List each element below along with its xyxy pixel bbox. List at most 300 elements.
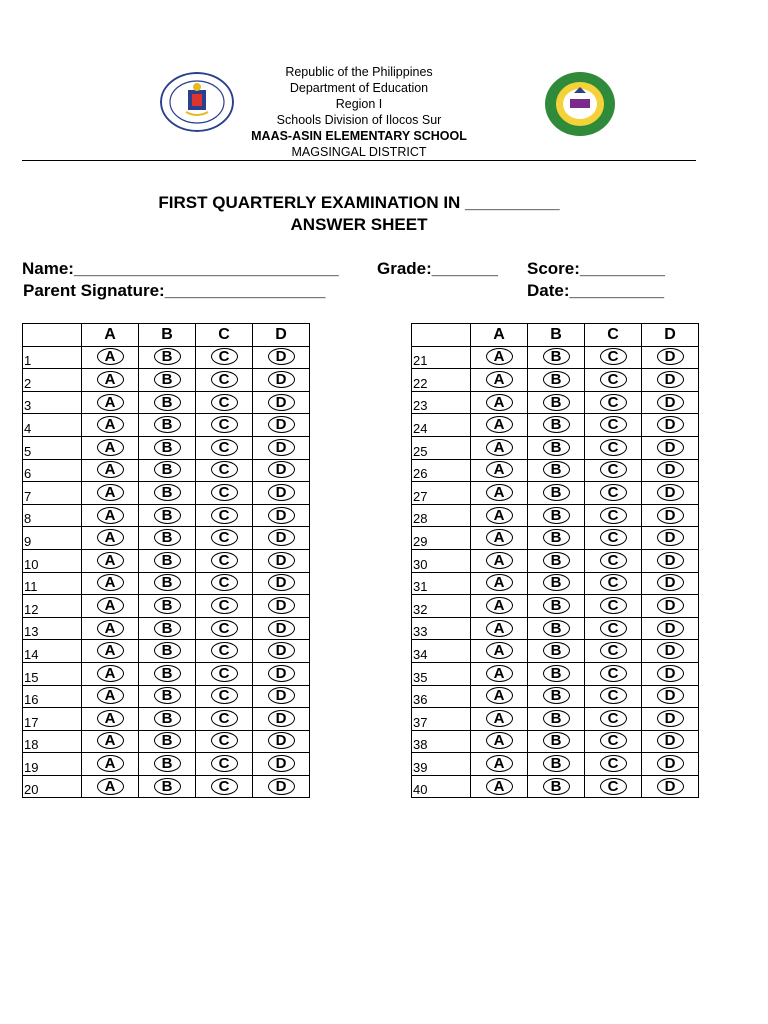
answer-bubble-b[interactable]: B <box>154 755 181 772</box>
option-cell <box>196 617 253 640</box>
parent-signature-field[interactable]: Parent Signature:_________________ <box>23 281 326 300</box>
item-number: 11 <box>23 572 82 595</box>
answer-bubble-a[interactable]: A <box>97 710 124 727</box>
item-number: 38 <box>412 730 471 753</box>
answer-bubble-c[interactable]: C <box>600 665 627 682</box>
option-cell <box>82 459 139 482</box>
answer-bubble-c[interactable]: C <box>211 348 238 365</box>
option-cell <box>642 617 699 640</box>
answer-bubble-c[interactable]: C <box>211 529 238 546</box>
answer-bubble-b[interactable]: B <box>154 642 181 659</box>
answer-bubble-c[interactable]: C <box>600 574 627 591</box>
answer-bubble-b[interactable]: B <box>543 732 570 749</box>
answer-bubble-c[interactable]: C <box>211 642 238 659</box>
option-cell <box>471 775 528 798</box>
item-number: 35 <box>412 662 471 685</box>
option-cell <box>471 436 528 459</box>
answer-bubble-c[interactable]: C <box>600 394 627 411</box>
table-header-row <box>412 324 699 347</box>
answer-bubble-b[interactable]: B <box>543 778 570 795</box>
answer-bubble-c[interactable]: C <box>600 642 627 659</box>
answer-bubble-d[interactable]: D <box>657 461 684 478</box>
table-row <box>412 346 699 369</box>
table-row <box>412 685 699 708</box>
answer-bubble-a[interactable]: A <box>486 484 513 501</box>
option-cell <box>139 549 196 572</box>
answer-bubble-a[interactable]: A <box>97 687 124 704</box>
answer-bubble-b[interactable]: B <box>543 394 570 411</box>
answer-bubble-d[interactable]: D <box>268 461 295 478</box>
option-cell <box>585 730 642 753</box>
option-cell <box>196 730 253 753</box>
option-cell <box>253 617 310 640</box>
answer-bubble-d[interactable]: D <box>268 778 295 795</box>
answer-bubble-c[interactable]: C <box>211 620 238 637</box>
option-cell <box>642 482 699 505</box>
option-cell <box>585 617 642 640</box>
school-name: MAAS-ASIN ELEMENTARY SCHOOL <box>251 129 467 143</box>
option-cell <box>528 482 585 505</box>
option-cell <box>642 527 699 550</box>
answer-bubble-b[interactable]: B <box>154 552 181 569</box>
answer-bubble-a[interactable]: A <box>97 348 124 365</box>
table-row <box>23 391 310 414</box>
option-cell <box>253 708 310 731</box>
answer-bubble-d[interactable]: D <box>657 416 684 433</box>
answer-bubble-c[interactable]: C <box>211 597 238 614</box>
item-number: 29 <box>412 527 471 550</box>
column-header-a: A <box>82 324 139 347</box>
answer-bubble-b[interactable]: B <box>154 529 181 546</box>
answer-bubble-b[interactable]: B <box>154 507 181 524</box>
answer-bubble-b[interactable]: B <box>154 597 181 614</box>
option-cell <box>139 708 196 731</box>
answer-bubble-c[interactable]: C <box>600 529 627 546</box>
answer-bubble-b[interactable]: B <box>154 416 181 433</box>
answer-bubble-c[interactable]: C <box>211 732 238 749</box>
answer-bubble-a[interactable]: A <box>486 507 513 524</box>
header-line-republic: Republic of the Philippines <box>285 65 433 79</box>
answer-bubble-a[interactable]: A <box>486 552 513 569</box>
answer-bubble-a[interactable]: A <box>486 371 513 388</box>
answer-table-right <box>411 323 699 798</box>
answer-bubble-b[interactable]: B <box>543 416 570 433</box>
item-number-header <box>23 324 82 347</box>
option-cell <box>471 504 528 527</box>
answer-bubble-a[interactable]: A <box>97 642 124 659</box>
answer-bubble-b[interactable]: B <box>154 461 181 478</box>
answer-bubble-b[interactable]: B <box>543 461 570 478</box>
answer-bubble-c[interactable]: C <box>211 507 238 524</box>
answer-bubble-b[interactable]: B <box>154 665 181 682</box>
option-cell <box>196 595 253 618</box>
answer-bubble-d[interactable]: D <box>657 597 684 614</box>
answer-bubble-b[interactable]: B <box>154 439 181 456</box>
option-cell <box>471 414 528 437</box>
answer-bubble-c[interactable]: C <box>600 732 627 749</box>
answer-bubble-c[interactable]: C <box>600 710 627 727</box>
option-cell <box>528 640 585 663</box>
answer-bubble-a[interactable]: A <box>486 461 513 478</box>
answer-bubble-a[interactable]: A <box>486 732 513 749</box>
answer-bubble-d[interactable]: D <box>657 687 684 704</box>
option-cell <box>139 527 196 550</box>
answer-bubble-a[interactable]: A <box>97 620 124 637</box>
answer-bubble-c[interactable]: C <box>211 439 238 456</box>
answer-bubble-d[interactable]: D <box>268 574 295 591</box>
answer-bubble-c[interactable]: C <box>211 484 238 501</box>
answer-bubble-b[interactable]: B <box>543 371 570 388</box>
answer-bubble-c[interactable]: C <box>600 507 627 524</box>
answer-bubble-c[interactable]: C <box>600 620 627 637</box>
option-cell <box>528 617 585 640</box>
column-header-c: C <box>196 324 253 347</box>
table-row <box>23 549 310 572</box>
answer-bubble-c[interactable]: C <box>211 755 238 772</box>
option-cell <box>585 346 642 369</box>
option-cell <box>139 414 196 437</box>
header-line-region: Region I <box>335 97 383 111</box>
district-name: MAGSINGAL DISTRICT <box>291 145 427 159</box>
option-cell <box>82 640 139 663</box>
answer-bubble-d[interactable]: D <box>268 416 295 433</box>
option-cell <box>528 459 585 482</box>
answer-bubble-a[interactable]: A <box>486 710 513 727</box>
answer-bubble-a[interactable]: A <box>486 642 513 659</box>
item-number: 22 <box>412 369 471 392</box>
option-cell <box>471 482 528 505</box>
header-line-department: Department of Education <box>289 81 429 95</box>
answer-bubble-b[interactable]: B <box>543 507 570 524</box>
answer-bubble-c[interactable]: C <box>600 371 627 388</box>
answer-bubble-b[interactable]: B <box>543 574 570 591</box>
option-cell <box>82 482 139 505</box>
table-row <box>412 662 699 685</box>
option-cell <box>585 414 642 437</box>
answer-bubble-b[interactable]: B <box>154 778 181 795</box>
answer-bubble-a[interactable]: A <box>97 529 124 546</box>
answer-bubble-b[interactable]: B <box>543 552 570 569</box>
answer-bubble-d[interactable]: D <box>268 507 295 524</box>
option-cell <box>471 391 528 414</box>
table-row <box>412 482 699 505</box>
grade-field[interactable]: Grade:_______ <box>377 259 498 278</box>
option-cell <box>528 662 585 685</box>
name-field[interactable]: Name:____________________________ <box>22 259 339 278</box>
answer-bubble-c[interactable]: C <box>600 348 627 365</box>
option-cell <box>642 685 699 708</box>
table-row <box>23 753 310 776</box>
answer-bubble-c[interactable]: C <box>211 416 238 433</box>
answer-bubble-c[interactable]: C <box>211 687 238 704</box>
option-cell <box>585 640 642 663</box>
answer-bubble-a[interactable]: A <box>97 507 124 524</box>
answer-bubble-a[interactable]: A <box>97 439 124 456</box>
option-cell <box>253 685 310 708</box>
option-cell <box>528 346 585 369</box>
column-header-d: D <box>253 324 310 347</box>
answer-bubble-b[interactable]: B <box>154 687 181 704</box>
answer-bubble-a[interactable]: A <box>97 755 124 772</box>
date-field[interactable]: Date:__________ <box>527 281 665 300</box>
option-cell <box>528 753 585 776</box>
option-cell <box>585 775 642 798</box>
answer-bubble-c[interactable]: C <box>600 778 627 795</box>
answer-bubble-b[interactable]: B <box>543 642 570 659</box>
answer-bubble-a[interactable]: A <box>486 687 513 704</box>
option-cell <box>471 549 528 572</box>
table-row <box>412 504 699 527</box>
answer-bubble-c[interactable]: C <box>211 778 238 795</box>
option-cell <box>471 369 528 392</box>
option-cell <box>253 640 310 663</box>
answer-bubble-b[interactable]: B <box>543 348 570 365</box>
option-cell <box>196 414 253 437</box>
answer-bubble-b[interactable]: B <box>154 484 181 501</box>
answer-bubble-a[interactable]: A <box>486 416 513 433</box>
option-cell <box>471 595 528 618</box>
answer-bubble-b[interactable]: B <box>154 371 181 388</box>
option-cell <box>642 753 699 776</box>
answer-bubble-a[interactable]: A <box>486 529 513 546</box>
option-cell <box>642 640 699 663</box>
option-cell <box>585 482 642 505</box>
answer-bubble-d[interactable]: D <box>268 665 295 682</box>
answer-bubble-d[interactable]: D <box>268 484 295 501</box>
answer-bubble-b[interactable]: B <box>154 574 181 591</box>
answer-bubble-b[interactable]: B <box>543 755 570 772</box>
answer-bubble-d[interactable]: D <box>268 732 295 749</box>
answer-bubble-b[interactable]: B <box>543 439 570 456</box>
option-cell <box>139 436 196 459</box>
answer-bubble-b[interactable]: B <box>154 620 181 637</box>
answer-bubble-d[interactable]: D <box>657 732 684 749</box>
option-cell <box>471 708 528 731</box>
answer-bubble-d[interactable]: D <box>657 507 684 524</box>
option-cell <box>528 572 585 595</box>
answer-bubble-a[interactable]: A <box>97 597 124 614</box>
answer-sheet-title: ANSWER SHEET <box>290 215 428 234</box>
table-row <box>412 708 699 731</box>
answer-bubble-a[interactable]: A <box>97 552 124 569</box>
answer-bubble-a[interactable]: A <box>97 574 124 591</box>
answer-bubble-a[interactable]: A <box>97 394 124 411</box>
table-row <box>412 617 699 640</box>
answer-bubble-d[interactable]: D <box>657 484 684 501</box>
answer-bubble-d[interactable]: D <box>268 552 295 569</box>
item-number: 37 <box>412 708 471 731</box>
answer-bubble-d[interactable]: D <box>268 439 295 456</box>
answer-bubble-b[interactable]: B <box>154 732 181 749</box>
answer-bubble-b[interactable]: B <box>543 597 570 614</box>
answer-bubble-c[interactable]: C <box>211 574 238 591</box>
answer-bubble-c[interactable]: C <box>600 552 627 569</box>
answer-bubble-d[interactable]: D <box>268 348 295 365</box>
option-cell <box>528 708 585 731</box>
option-cell <box>642 346 699 369</box>
option-cell <box>528 775 585 798</box>
answer-bubble-c[interactable]: C <box>600 484 627 501</box>
answer-bubble-d[interactable]: D <box>657 755 684 772</box>
answer-bubble-d[interactable]: D <box>268 687 295 704</box>
score-field[interactable]: Score:_________ <box>527 259 666 278</box>
option-cell <box>471 662 528 685</box>
answer-bubble-c[interactable]: C <box>211 394 238 411</box>
item-number: 12 <box>23 595 82 618</box>
answer-bubble-b[interactable]: B <box>543 620 570 637</box>
exam-title: FIRST QUARTERLY EXAMINATION IN __________ <box>158 193 560 212</box>
option-cell <box>471 753 528 776</box>
option-cell <box>196 572 253 595</box>
table-row <box>412 527 699 550</box>
answer-bubble-c[interactable]: C <box>600 461 627 478</box>
item-number: 40 <box>412 775 471 798</box>
answer-bubble-b[interactable]: B <box>154 394 181 411</box>
option-cell <box>471 527 528 550</box>
answer-bubble-c[interactable]: C <box>211 710 238 727</box>
option-cell <box>196 753 253 776</box>
option-cell <box>139 730 196 753</box>
option-cell <box>471 730 528 753</box>
option-cell <box>196 662 253 685</box>
answer-bubble-c[interactable]: C <box>211 552 238 569</box>
answer-bubble-b[interactable]: B <box>154 710 181 727</box>
option-cell <box>139 459 196 482</box>
answer-bubble-b[interactable]: B <box>543 665 570 682</box>
option-cell <box>585 436 642 459</box>
answer-bubble-a[interactable]: A <box>97 461 124 478</box>
answer-bubble-b[interactable]: B <box>154 348 181 365</box>
item-number: 24 <box>412 414 471 437</box>
answer-bubble-a[interactable]: A <box>97 665 124 682</box>
answer-bubble-c[interactable]: C <box>211 371 238 388</box>
answer-bubble-d[interactable]: D <box>657 552 684 569</box>
item-number: 7 <box>23 482 82 505</box>
answer-bubble-b[interactable]: B <box>543 484 570 501</box>
option-cell <box>82 414 139 437</box>
answer-bubble-d[interactable]: D <box>268 710 295 727</box>
option-cell <box>585 572 642 595</box>
item-number: 33 <box>412 617 471 640</box>
answer-bubble-c[interactable]: C <box>600 755 627 772</box>
answer-bubble-d[interactable]: D <box>657 642 684 659</box>
option-cell <box>82 391 139 414</box>
table-row <box>23 662 310 685</box>
option-cell <box>139 369 196 392</box>
option-cell <box>642 595 699 618</box>
option-cell <box>528 504 585 527</box>
option-cell <box>82 595 139 618</box>
table-row <box>23 527 310 550</box>
item-number: 34 <box>412 640 471 663</box>
option-cell <box>253 459 310 482</box>
answer-bubble-d[interactable]: D <box>268 394 295 411</box>
answer-bubble-a[interactable]: A <box>486 439 513 456</box>
answer-bubble-d[interactable]: D <box>268 755 295 772</box>
answer-bubble-b[interactable]: B <box>543 529 570 546</box>
option-cell <box>82 617 139 640</box>
item-number: 5 <box>23 436 82 459</box>
answer-bubble-a[interactable]: A <box>97 778 124 795</box>
answer-bubble-c[interactable]: C <box>211 665 238 682</box>
item-number: 1 <box>23 346 82 369</box>
answer-bubble-a[interactable]: A <box>486 574 513 591</box>
answer-bubble-b[interactable]: B <box>543 710 570 727</box>
column-header-c: C <box>585 324 642 347</box>
column-header-b: B <box>528 324 585 347</box>
table-row <box>412 549 699 572</box>
option-cell <box>139 662 196 685</box>
answer-bubble-d[interactable]: D <box>268 620 295 637</box>
option-cell <box>196 391 253 414</box>
option-cell <box>82 436 139 459</box>
item-number: 9 <box>23 527 82 550</box>
item-number: 32 <box>412 595 471 618</box>
answer-bubble-d[interactable]: D <box>657 348 684 365</box>
option-cell <box>82 346 139 369</box>
answer-bubble-d[interactable]: D <box>657 778 684 795</box>
option-cell <box>642 391 699 414</box>
answer-bubble-a[interactable]: A <box>97 416 124 433</box>
answer-bubble-c[interactable]: C <box>600 416 627 433</box>
answer-bubble-d[interactable]: D <box>657 710 684 727</box>
answer-bubble-d[interactable]: D <box>268 642 295 659</box>
table-row <box>412 753 699 776</box>
item-number: 36 <box>412 685 471 708</box>
answer-bubble-c[interactable]: C <box>600 687 627 704</box>
answer-bubble-a[interactable]: A <box>486 620 513 637</box>
answer-bubble-a[interactable]: A <box>486 597 513 614</box>
answer-bubble-d[interactable]: D <box>657 529 684 546</box>
item-number-header <box>412 324 471 347</box>
item-number: 19 <box>23 753 82 776</box>
answer-bubble-a[interactable]: A <box>486 755 513 772</box>
answer-bubble-a[interactable]: A <box>97 732 124 749</box>
answer-bubble-a[interactable]: A <box>486 665 513 682</box>
option-cell <box>196 775 253 798</box>
option-cell <box>642 775 699 798</box>
answer-bubble-c[interactable]: C <box>600 439 627 456</box>
option-cell <box>139 482 196 505</box>
item-number: 23 <box>412 391 471 414</box>
answer-bubble-a[interactable]: A <box>486 394 513 411</box>
answer-bubble-d[interactable]: D <box>657 371 684 388</box>
answer-bubble-a[interactable]: A <box>97 484 124 501</box>
answer-bubble-c[interactable]: C <box>211 461 238 478</box>
answer-bubble-a[interactable]: A <box>486 348 513 365</box>
answer-bubble-a[interactable]: A <box>486 778 513 795</box>
table-row <box>412 414 699 437</box>
option-cell <box>82 708 139 731</box>
answer-bubble-d[interactable]: D <box>268 529 295 546</box>
table-row <box>23 436 310 459</box>
answer-bubble-c[interactable]: C <box>600 597 627 614</box>
item-number: 30 <box>412 549 471 572</box>
answer-bubble-d[interactable]: D <box>268 371 295 388</box>
answer-bubble-d[interactable]: D <box>657 620 684 637</box>
option-cell <box>196 549 253 572</box>
table-row <box>412 369 699 392</box>
answer-bubble-d[interactable]: D <box>268 597 295 614</box>
answer-bubble-d[interactable]: D <box>657 439 684 456</box>
option-cell <box>642 572 699 595</box>
answer-bubble-d[interactable]: D <box>657 665 684 682</box>
item-number: 26 <box>412 459 471 482</box>
answer-bubble-d[interactable]: D <box>657 394 684 411</box>
answer-bubble-d[interactable]: D <box>657 574 684 591</box>
answer-bubble-b[interactable]: B <box>543 687 570 704</box>
answer-bubble-a[interactable]: A <box>97 371 124 388</box>
